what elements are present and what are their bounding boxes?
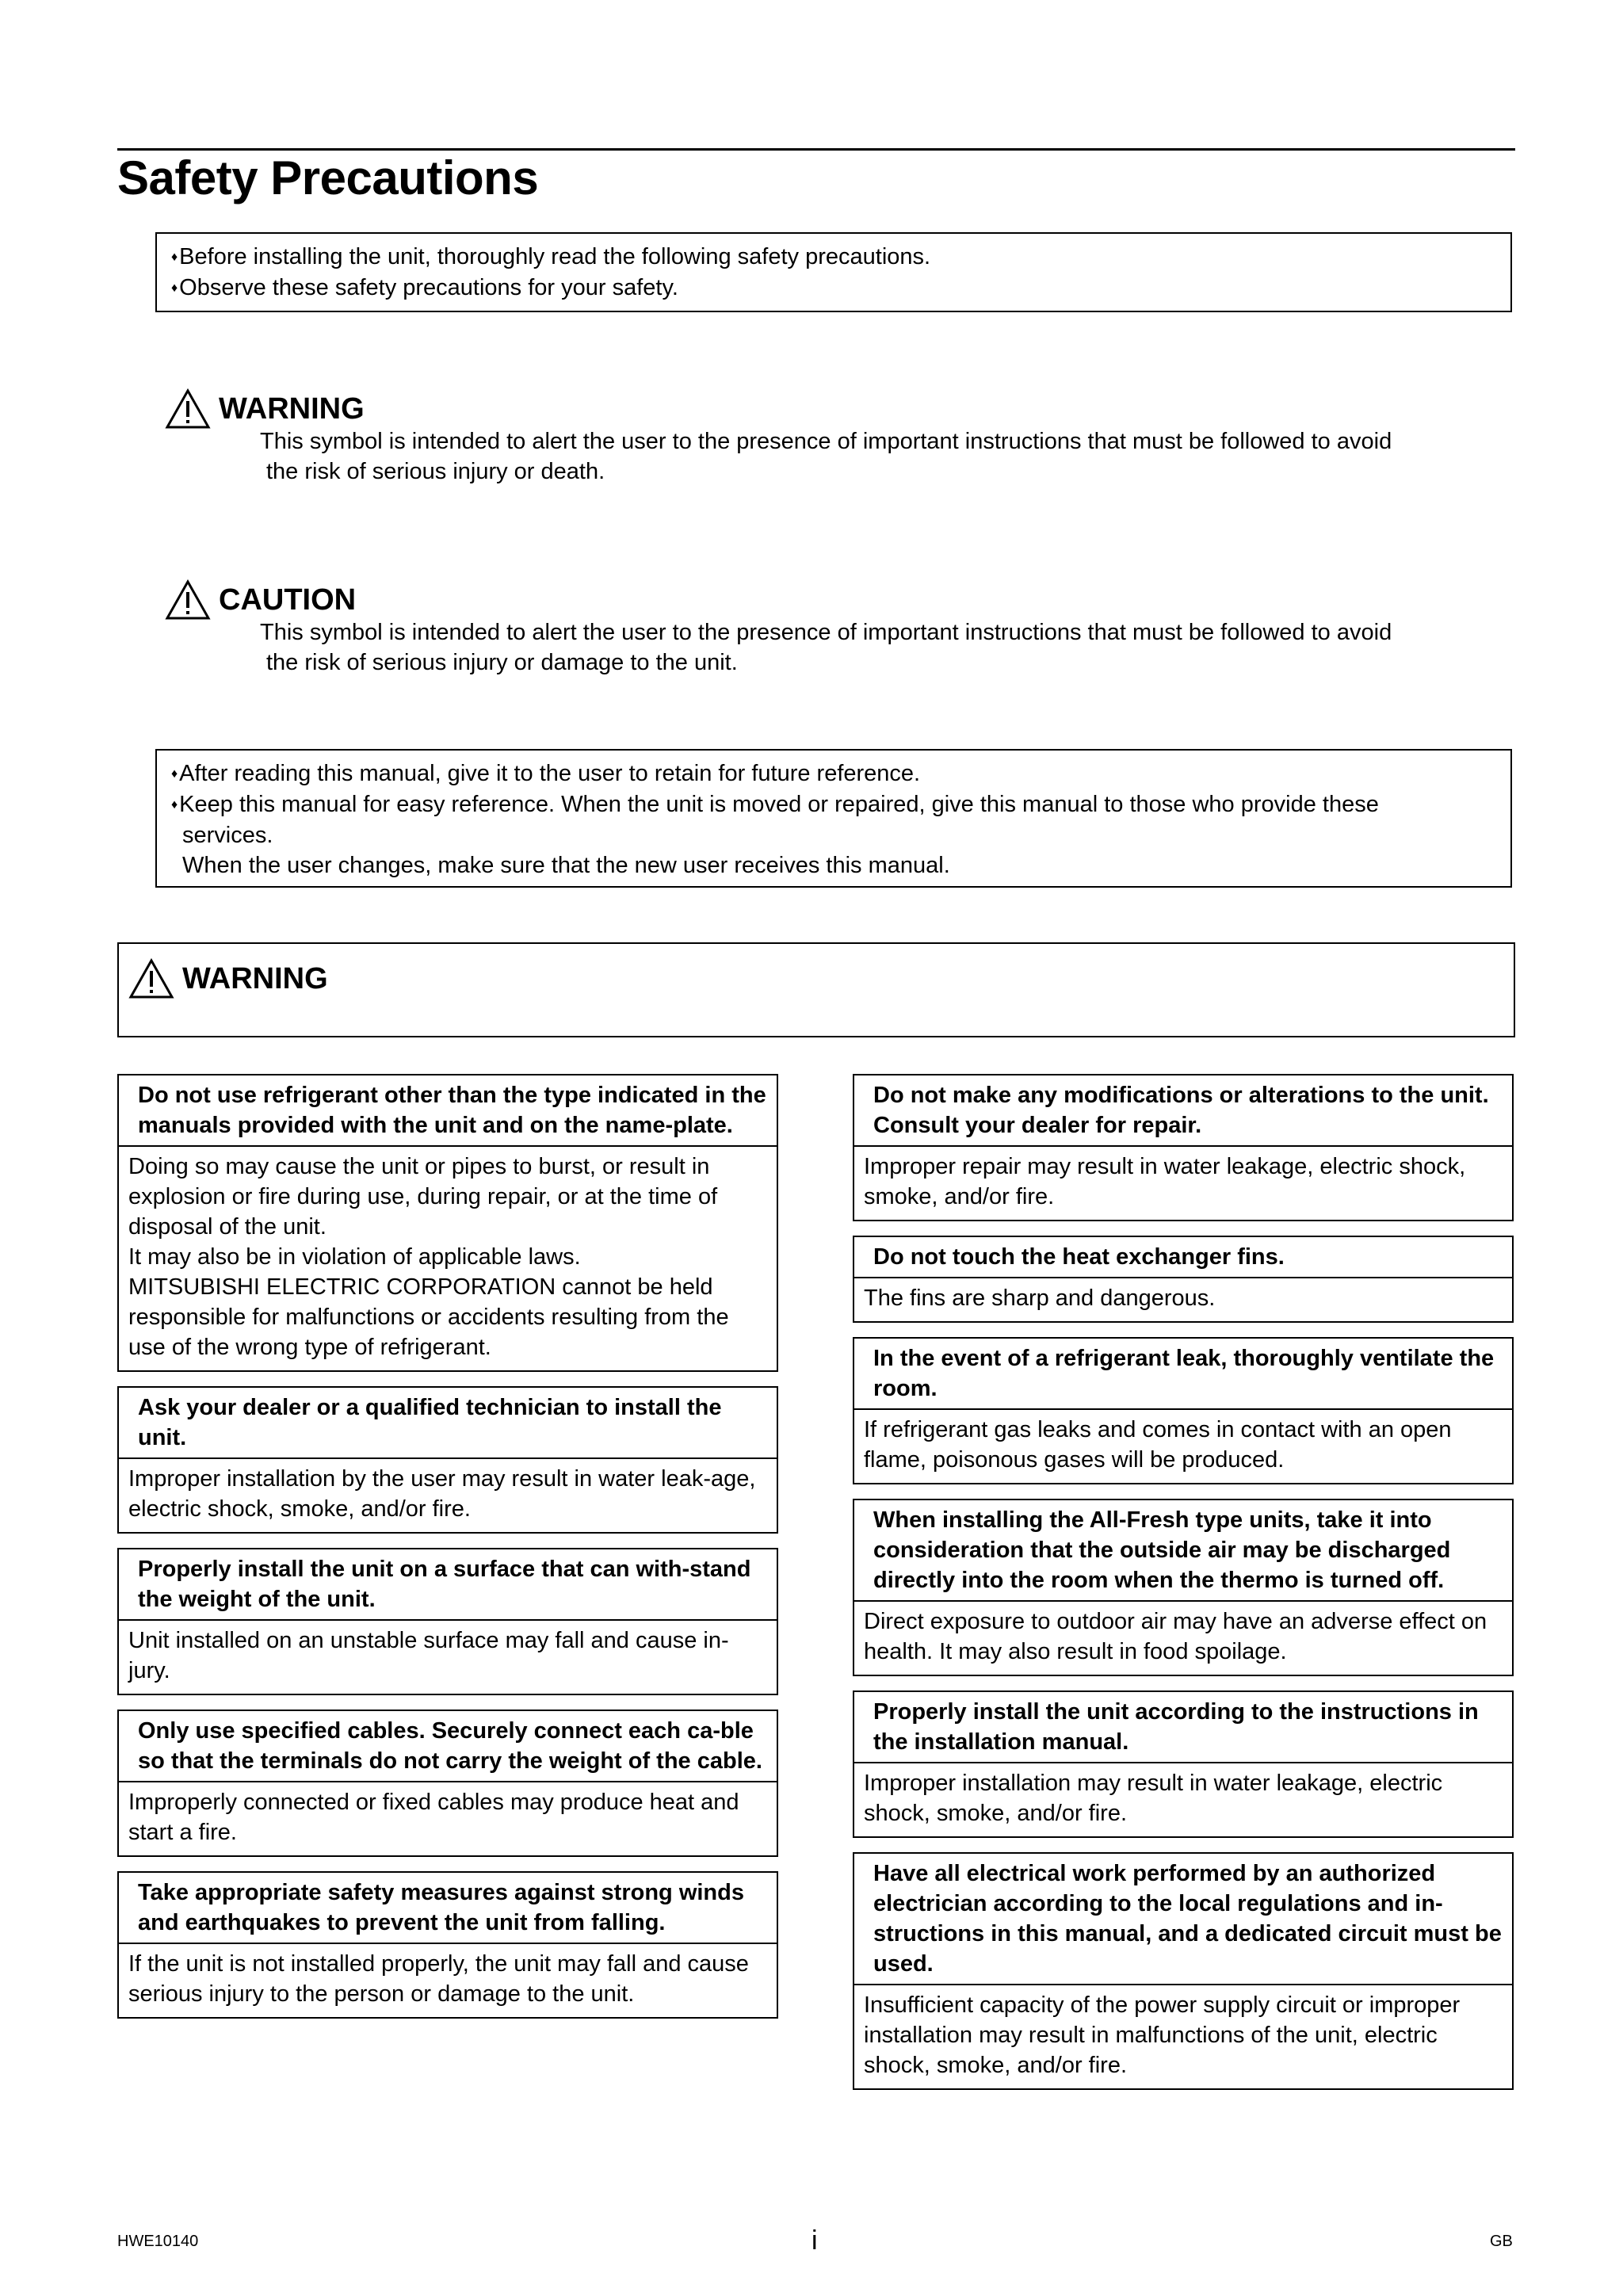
warning-card-body: Direct exposure to outdoor air may have an adverse effect on health. It may also result in food spoilage.: [864, 1609, 1487, 1664]
warning-card-heading: Have all electrical work performed by an authorized electrician according to the local regulations and in-structions in this manual, and a dedicated circuit must be used.: [854, 1854, 1512, 1985]
language-code: GB: [1490, 2233, 1513, 2250]
manual-retention-box: ♦After reading this manual, give it to the user to retain for future reference. ♦Keep this manual for easy reference. When the unit is moved or repaired, give this manual to those who provide these services. When the user changes, make sure that the new user receives this manual.: [155, 749, 1512, 888]
warning-card-heading: Ask your dealer or a qualified technician to install the unit.: [119, 1388, 777, 1459]
warning-card-heading: Properly install the unit according to the instructions in the installation manual.: [854, 1692, 1512, 1763]
warning-description: This symbol is intended to alert the user to the presence of important instructions that must be followed to avoid the risk of serious injury or death.: [260, 429, 1392, 484]
warning-card-body: The fins are sharp and dangerous.: [864, 1286, 1216, 1311]
intro-notice-box: [155, 232, 1512, 312]
bullet-icon: ♦: [171, 767, 178, 781]
warning-card-body: Unit installed on an unstable surface may fall and cause in-jury.: [128, 1628, 729, 1683]
warning-label: WARNING: [219, 392, 365, 426]
warning-symbol-heading: [165, 388, 1512, 430]
warning-section-header: [117, 942, 1515, 1037]
document-code: HWE10140: [117, 2233, 199, 2250]
warning-card-heading: Do not make any modifications or alterations to the unit. Consult your dealer for repair.: [854, 1075, 1512, 1147]
warning-card: [853, 1852, 1514, 2090]
warning-card: [853, 1337, 1514, 1484]
caution-symbol-explanation: [165, 579, 1512, 678]
warning-section-label: WARNING: [182, 961, 328, 995]
warning-card-body: Improper installation may result in water leakage, electric shock, smoke, and/or fire.: [864, 1771, 1443, 1826]
warning-card: [117, 1871, 778, 2019]
warning-card-heading: When installing the All-Fresh type units, take it into consideration that the outside air may be discharged directly into the room when the thermo is turned off.: [854, 1500, 1512, 1602]
warning-card: [117, 1386, 778, 1534]
warning-card: [117, 1710, 778, 1857]
warning-card-heading: Properly install the unit on a surface that can with-stand the weight of the unit.: [119, 1549, 777, 1621]
warning-card: [853, 1690, 1514, 1838]
intro-line: ♦Before installing the unit, thoroughly read the following safety precautions.: [171, 244, 931, 269]
warning-card-body: Improper installation by the user may result in water leak-age, electric shock, smoke, and/or fire.: [128, 1466, 756, 1522]
warning-card-body: If refrigerant gas leaks and comes in contact with an open flame, poisonous gases will be produced.: [864, 1417, 1452, 1473]
warning-card-body: Improperly connected or fixed cables may produce heat and start a fire.: [128, 1790, 739, 1845]
body-text-line: MITSUBISHI ELECTRIC CORPORATION cannot be held responsible for malfunctions or accidents resulting from the use of the wrong type of refrigerant.: [128, 1274, 729, 1360]
warning-triangle-icon: [128, 958, 174, 999]
warning-triangle-icon: [165, 388, 211, 430]
warning-card: [853, 1074, 1514, 1221]
warning-column-left: [117, 1074, 778, 2033]
bullet-icon: ♦: [171, 798, 178, 812]
intro-line: ♦Observe these safety precautions for your safety.: [171, 275, 678, 300]
warning-card: [853, 1499, 1514, 1676]
warning-card-heading: Take appropriate safety measures against strong winds and earthquakes to prevent the unit from falling.: [119, 1873, 777, 1944]
page-number: i: [812, 2225, 818, 2256]
warning-card-body: If the unit is not installed properly, the unit may fall and cause serious injury to the person or damage to the unit.: [128, 1951, 749, 2007]
warning-card-heading: Do not use refrigerant other than the type indicated in the manuals provided with the unit and on the name-plate.: [119, 1075, 777, 1147]
warning-card-body: Improper repair may result in water leakage, electric shock, smoke, and/or fire.: [864, 1154, 1466, 1209]
body-text-line: Doing so may cause the unit or pipes to burst, or result in explosion or fire during use, during repair, or at the time of disposal of the unit.: [128, 1154, 718, 1240]
warning-card: [117, 1548, 778, 1695]
warning-card-heading: Do not touch the heat exchanger fins.: [854, 1237, 1512, 1278]
warning-column-right: [853, 1074, 1514, 2104]
caution-symbol-heading: [165, 579, 1512, 621]
caution-label: CAUTION: [219, 583, 357, 617]
warning-section-heading: [128, 958, 328, 999]
warning-card: [853, 1236, 1514, 1323]
warning-triangle-icon: [165, 579, 211, 621]
page-title: Safety Precautions: [117, 151, 539, 204]
caution-description: This symbol is intended to alert the user to the presence of important instructions that must be followed to avoid the risk of serious injury or damage to the unit.: [260, 620, 1392, 675]
bullet-icon: ♦: [171, 250, 178, 264]
bullet-icon: ♦: [171, 281, 178, 295]
warning-card-heading: Only use specified cables. Securely connect each ca-ble so that the terminals do not carry the weight of the cable.: [119, 1711, 777, 1782]
warning-card: [117, 1074, 778, 1372]
warning-card-body: Insufficient capacity of the power supply circuit or improper installation may result in malfunctions of the unit, electric shock, smoke, and/or fire.: [864, 1992, 1461, 2078]
warning-symbol-explanation: [165, 388, 1512, 487]
body-text-line: It may also be in violation of applicable laws.: [128, 1244, 581, 1270]
warning-card-heading: In the event of a refrigerant leak, thoroughly ventilate the room.: [854, 1339, 1512, 1410]
warning-card-body: [119, 1147, 777, 1370]
